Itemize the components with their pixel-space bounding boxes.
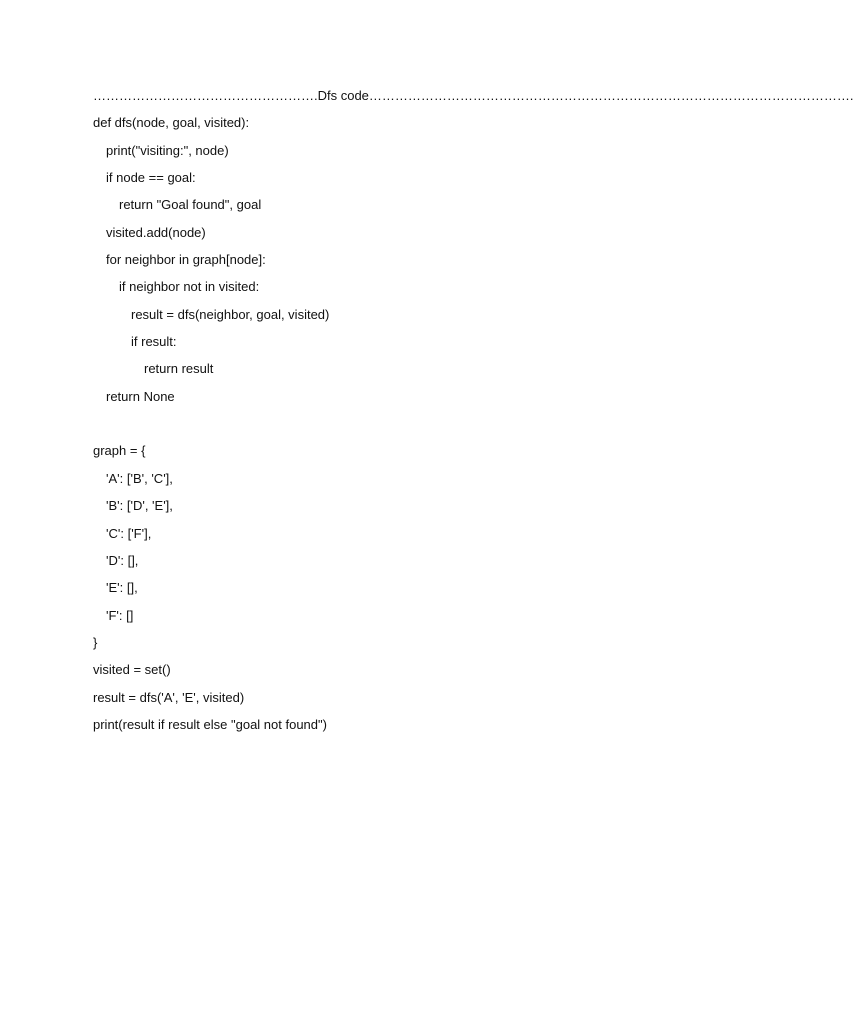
- code-line-if-result: if result:: [131, 334, 177, 350]
- code-line-graph-b: 'B': ['D', 'E'],: [106, 498, 173, 514]
- code-line-graph-close: }: [93, 634, 98, 650]
- code-line-return-goal-found: return "Goal found", goal: [119, 197, 262, 213]
- code-line-visited-add: visited.add(node): [106, 224, 206, 240]
- code-line-graph-open: graph = {: [93, 443, 146, 459]
- code-line-print-visiting: print("visiting:", node): [106, 142, 229, 158]
- code-line-graph-e: 'E': [],: [106, 580, 138, 596]
- code-line-graph-c: 'C': ['F'],: [106, 525, 152, 541]
- code-line-if-neighbor-not-visited: if neighbor not in visited:: [119, 279, 260, 295]
- code-line-if-node-goal: if node == goal:: [106, 170, 196, 186]
- code-line-result-dfs: result = dfs(neighbor, goal, visited): [131, 306, 330, 322]
- code-line-for-neighbor: for neighbor in graph[node]:: [106, 252, 266, 268]
- document-body: [93, 86, 854, 742]
- code-line-result-call: result = dfs('A', 'E', visited): [93, 689, 245, 705]
- code-line-def-dfs: def dfs(node, goal, visited):: [93, 115, 250, 131]
- code-line-visited-set: visited = set(): [93, 662, 171, 678]
- code-line-print-result: print(result if result else "goal not found"): [93, 716, 327, 732]
- document-heading: …………………………………………….Dfs code………………………………………………………………………………………………….: [93, 88, 854, 103]
- code-line-graph-d: 'D': [],: [106, 552, 139, 568]
- code-line-return-result: return result: [144, 361, 214, 377]
- code-line-return-none: return None: [106, 388, 175, 404]
- code-line-blank: [93, 414, 713, 441]
- code-line-graph-f: 'F': []: [106, 607, 134, 623]
- code-line-graph-a: 'A': ['B', 'C'],: [106, 470, 173, 486]
